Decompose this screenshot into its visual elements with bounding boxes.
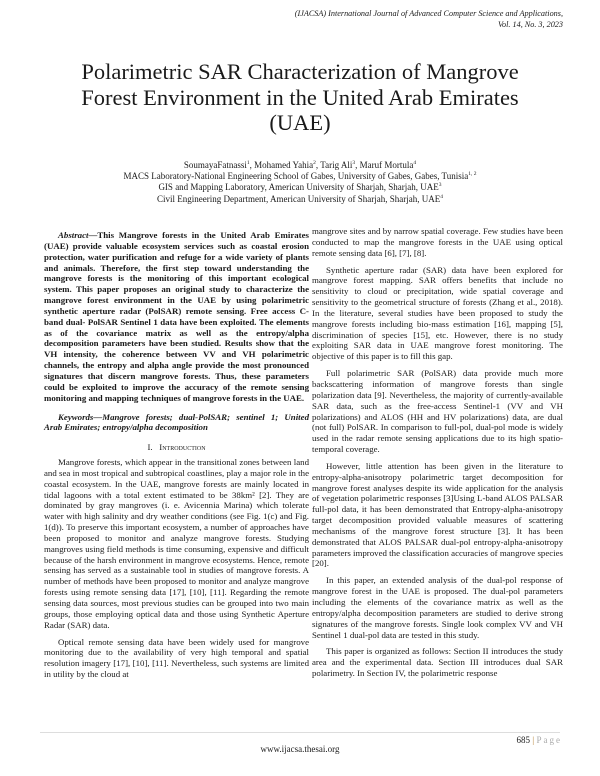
running-header (295, 9, 563, 30)
affiliation (40, 194, 560, 205)
page-number-value: 685 (516, 735, 531, 745)
paragraph: Full polarimetric SAR (PolSAR) data provide much more backscattering information of mangrove forests than single polarization data [9]. Nevertheless, the majority of currently-available SAR data, such as the free-access Sentinel-1 (VV and VH polarizations) and ALOS (HH and HV polarizations) data, are dual (not full) PolSAR. In comparison to full-pol, dual-pol mode is widely used in the radar remote sensing applications due to its high spatio-temporal coverage. (312, 368, 563, 455)
affiliation-sup: 4 (440, 193, 443, 200)
author-name: SoumayaFatnassi (183, 160, 247, 170)
paragraph: Optical remote sensing data have been widely used for mangrove monitoring due to the availability of very high temporal and spatial resolution imagery [17], [10], [11]. Nevertheless, such systems are limited in utility by the cloud at (44, 636, 309, 680)
abstract-text: This Mangrove forests in the United Arab Emirates (UAE) provide valuable ecosystem services such as coastal erosion protection, water purification and refuge for a wide variety of plants and animals. Therefore, the first step toward understanding the mangrove forests is the monitoring of this important ecological system. This paper proposes an original study to characterize the mangrove forest environment in the UAE by using polarimetric synthetic aperture radar (PolSAR) remote sensing. Free access C-band dual- PolSAR Sentinel 1 data have been exploited. The elements as of the covariance matrix as well as the entropy/alpha decomposition parameters have been studied. Results show that the VH intensity, the coherence between VV and VH polarimetric channels, the entropy and alpha angle provide the most pronounced signatures that discern mangrove forests. Thus, these parameters could be exploited to improve the accuracy of the remote sensing monitoring and mapping techniques of mangrove forests in the UAE. (44, 230, 309, 403)
footer-divider (40, 732, 560, 733)
paragraph: However, little attention has been given in the literature to entropy-alpha-anisotropy polarimetric target decomposition for mangrove forest analyses despite its wide application for the analysis of vegetation polarimetric responses [3]Using L-band ALOS PALSAR full-pol data, it has been demonstrated that Entropy-alpha-anisotropy target decomposition provided valuable measures of scattering mechanisms of the mangrove forest structure [3]. It has been demonstrated that ALOS PALSAR dual-pol entropy-alpha-anisotropy parameters improved the classification accuracies of mangrove species [20]. (312, 460, 563, 569)
left-column (44, 226, 309, 686)
author-name: Tarig Ali (320, 160, 353, 170)
abstract (44, 230, 309, 404)
author-sup: 3 (352, 160, 356, 166)
page-separator: | (532, 735, 535, 745)
keywords (44, 412, 309, 434)
affiliation-text: Civil Engineering Department, American University of Sharjah, Sharjah, UAE (157, 193, 441, 204)
affiliation-sup: 3 (438, 182, 442, 189)
keywords-text: Mangrove forests; dual-PolSAR; sentinel 1; United Arab Emirates; entropy/alpha decomposition (44, 411, 309, 433)
paragraph: Synthetic aperture radar (SAR) data have been explored for mangrove forest mapping. SAR offers benefits that include no sensitivity to cloud or precipitation, wide spatial coverage and sensitivity to the geometrical structure of forests (Zhang et al., 2018). In the literature, several studies have been proposed to study the mangrove forests including bio-mass estimation [16], mapping [5], discrimination of species [15], etc. However, there is no study exploiting SAR data in UAE mangrove forest monitoring. The objective of this paper is to fill this gap. (312, 264, 563, 362)
title-line: Polarimetric SAR Characterization of Mangrove (81, 59, 519, 84)
footer-url[interactable]: www.ijacsa.thesai.org (260, 744, 340, 754)
author-sup: 2 (313, 160, 316, 166)
page-label: Page (536, 735, 562, 745)
section-title: Introduction (159, 442, 206, 453)
title-line: Forest Environment in the United Arab Emirates (81, 84, 519, 110)
affiliation-text: MACS Laboratory-National Engineering School of Gabes, University of Gabes, Gabes, Tunisia (123, 171, 469, 182)
right-column (312, 226, 563, 685)
author-sup: 1 (246, 160, 250, 166)
journal-volume: Vol. 14, No. 3, 2023 (497, 19, 563, 29)
affiliation-text: GIS and Mapping Laboratory, American University of Sharjah, Sharjah, UAE (158, 182, 439, 193)
paragraph: In this paper, an extended analysis of the dual-pol response of mangrove forest in the UAE is proposed. The dual-pol parameters including the elements of the covariance matrix as well as the entropy/alpha decomposition parameters are studied to derive strong signatures of the mangrove forests. Single look complex VV and VH Sentinel 1 dual-pol data are tested in this study. (312, 575, 563, 640)
affiliation (40, 171, 560, 182)
author-list: SoumayaFatnassi$^1$, Mohamed Yahia$^2$, Tarig Ali$^3$, Maruf Mortula$^4$ (183, 160, 417, 170)
affiliation-sup: 1, 2 (468, 171, 477, 178)
author-name: Mohamed Yahia (254, 160, 314, 170)
abstract-label: Abstract— (58, 230, 98, 240)
section-number: I. (147, 442, 153, 453)
section-heading (44, 442, 309, 453)
title-line: (UAE) (269, 110, 331, 135)
keywords-label: Keywords— (58, 411, 103, 422)
paragraph: mangrove sites and by narrow spatial coverage. Few studies have been conducted to map the mangrove forests in the UAE using optical remote sensing data [6], [7], [8]. (312, 226, 563, 258)
journal-name: (IJACSA) International Journal of Advanced Computer Science and Applications, (294, 9, 563, 18)
author-sup: 4 (413, 160, 417, 166)
affiliation (40, 182, 560, 193)
paragraph: This paper is organized as follows: Section II introduces the study area and the experimental data. Section III introduces dual SAR polarimetry. In Section IV, the polarimetric response (312, 646, 563, 679)
author-block (40, 160, 560, 205)
paper-title (40, 59, 560, 136)
paragraph: Mangrove forests, which appear in the transitional zones between land and sea in most tropical and subtropical coastlines, play a major role in the coastal ecosystem. In the UAE, mangrove forests are mainly located in tidal lagoons with a total extent estimated to be 38km² [2]. They are dominated by gray mangroves (i. e. Avicennia Marina) which tolerate water with high salinity and dry weather conditions (see Fig. 1(c) and Fig. 1(d)). To preserve this important ecosystem, a number of approaches have been proposed to monitor and analyze mangrove forests. Studying mangroves using field methods is time consuming, expensive and difficult because of the harsh environment in mangrove ecosystems. Hence, remote sensing has served as a sustainable tool in studies of mangrove forests. A number of methods have been proposed to monitor and analyze mangrove forests using remote sensing data [17], [10], [11]. Regarding the remote sensing data sources, most previous studies can be grouped into two main groups, those employing optical data and those using Synthetic Aperture Radar (SAR) data. (44, 457, 309, 630)
author-name: Maruf Mortula (359, 160, 414, 170)
